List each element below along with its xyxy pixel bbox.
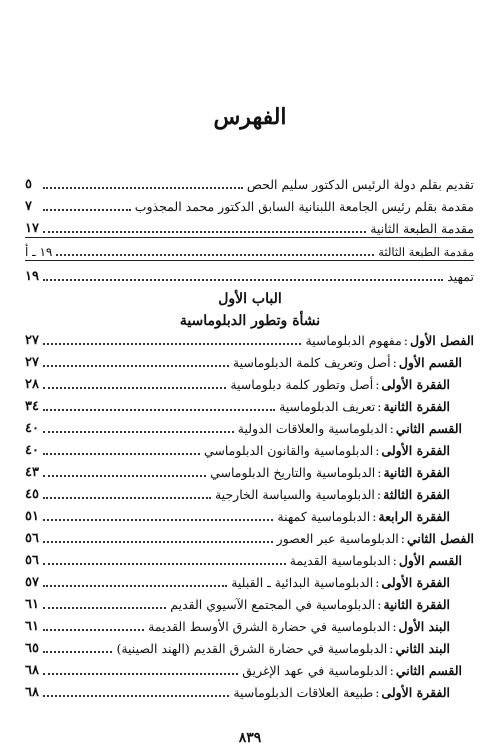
dot-leader xyxy=(43,209,131,211)
toc-entry-row xyxy=(25,525,474,547)
toc-label: القسم الأول:الدبلوماسية القديمة xyxy=(289,553,462,568)
dot-leader xyxy=(56,254,374,256)
toc-entry-row xyxy=(25,591,450,613)
toc-entry-head: الفقرة الثانية xyxy=(383,465,450,480)
dot-leader xyxy=(43,673,238,675)
dot-leader xyxy=(43,343,301,345)
toc-entry-text: الدبلوماسية والسياسة الخارجية xyxy=(214,487,375,502)
toc-entry-row xyxy=(25,371,450,393)
dot-leader xyxy=(43,585,227,587)
toc-label: القسم الثاني:الدبلوماسية في عهد الإغريق xyxy=(242,663,462,678)
toc-entry-head: الفقرة الرابعة xyxy=(378,509,450,524)
toc-entry-head: الفصل الأول xyxy=(410,333,474,348)
toc-label: الفقرة الأولى:أصل وتطور كلمة دبلوماسية xyxy=(230,377,450,392)
toc-entry-row xyxy=(25,349,462,371)
toc-entry-head: الفقرة الأولى xyxy=(381,377,450,392)
toc-entry-row xyxy=(25,393,450,415)
page-number: ٨٣٩ xyxy=(238,730,262,746)
part-subtitle: نشأة وتطور الدبلوماسية xyxy=(179,313,321,329)
toc-entry-head: الفقرة الأولى xyxy=(381,575,450,590)
toc-entry-head: البند الثاني xyxy=(395,641,450,656)
toc-page-number: ٢٨ xyxy=(25,377,39,392)
dot-leader xyxy=(43,695,229,697)
dot-leader xyxy=(43,475,206,477)
toc-page-number: ٦٥ xyxy=(25,641,39,656)
dot-leader xyxy=(43,231,366,233)
toc-page-number: ٢٧ xyxy=(25,355,39,370)
toc-label: الفقرة الأولى:الدبلوماسية البدائية ـ القبلية xyxy=(231,575,450,590)
toc-label: البند الثاني:الدبلوماسية في حضارة الشرق القديم (الهند الصينية) xyxy=(116,641,450,656)
dot-leader xyxy=(43,519,273,521)
toc-page-number: ٥٦ xyxy=(25,553,39,568)
toc-intro-row xyxy=(25,263,474,285)
divider xyxy=(25,260,474,261)
dot-leader xyxy=(43,431,234,433)
toc-entry-text: مفهوم الدبلوماسية xyxy=(305,333,402,348)
toc-page-number: ١٧ xyxy=(25,221,39,236)
toc-entry-head: الفصل الثاني xyxy=(406,531,474,546)
dot-leader xyxy=(43,453,200,455)
toc-entry-row xyxy=(25,481,450,503)
dot-leader xyxy=(43,607,166,609)
toc-label: القسم الأول:أصل وتعريف كلمة الدبلوماسية xyxy=(232,355,462,370)
dot-leader xyxy=(43,387,226,389)
toc-entry-text: أصل وتعريف كلمة الدبلوماسية xyxy=(232,355,391,370)
toc-entry-head: البند الأول xyxy=(398,619,450,634)
toc-entry-row xyxy=(25,415,462,437)
toc-entry-head: القسم الأول xyxy=(398,355,462,370)
toc-label: البند الأول:الدبلوماسية في حضارة الشرق الأوسط القديمة xyxy=(148,619,450,634)
toc-entry-text: الدبلوماسية والتاريخ الدبلوماسي xyxy=(210,465,376,480)
toc-page-number: ٥٧ xyxy=(25,575,39,590)
toc-page-number: ٤٥ xyxy=(25,487,39,502)
toc-entry-text: الدبلوماسية في المجتمع الآسيوي القديم xyxy=(170,597,376,612)
toc-page-number: ٦١ xyxy=(25,619,39,634)
toc-page-number: ٦٨ xyxy=(25,663,39,678)
toc-label: الفقرة الثالثة:الدبلوماسية والسياسة الخارجية xyxy=(214,487,450,502)
toc-entry-text: الدبلوماسية القديمة xyxy=(289,553,391,568)
toc-entry-row xyxy=(25,679,450,701)
toc-entry-text: الدبلوماسية كمهنة xyxy=(277,509,371,524)
toc-label: مقدمة الطبعة الثانية xyxy=(370,221,474,236)
toc-entry-text: الدبلوماسية والقانون الدبلوماسي xyxy=(203,443,374,458)
toc-entry-head: القسم الثاني xyxy=(395,663,462,678)
toc-entry-head: الفقرة الثانية xyxy=(383,399,450,414)
toc-page-number: ٦١ xyxy=(25,597,39,612)
toc-page-number: ٥١ xyxy=(25,509,39,524)
toc-entry-text: الدبلوماسية في عهد الإغريق xyxy=(242,663,388,678)
toc-intro-row xyxy=(25,215,474,237)
toc-label: القسم الثاني:الدبلوماسية والعلاقات الدولية xyxy=(237,421,462,436)
dot-leader xyxy=(43,629,144,631)
toc-entry-text: الدبلوماسية عبر العصور xyxy=(276,531,399,546)
toc-entry-row xyxy=(25,503,450,525)
toc-intro-row xyxy=(25,193,474,215)
toc-entry-row xyxy=(25,635,450,657)
toc-entry-row xyxy=(25,327,474,349)
toc-label: الفقرة الثانية:تعريف الدبلوماسية xyxy=(279,399,450,414)
toc-entry-head: القسم الثاني xyxy=(395,421,462,436)
toc-page-number: ٣٤ xyxy=(25,399,39,414)
page-title: الفهرس xyxy=(213,104,287,130)
dot-leader xyxy=(43,187,243,189)
dot-leader xyxy=(43,651,112,653)
toc-page-number: ٥ xyxy=(25,177,32,192)
toc-page-number: ٦٨ xyxy=(25,685,39,700)
toc-entry-head: الفقرة الثالثة xyxy=(383,487,450,502)
toc-label: الفقرة الثانية:الدبلوماسية في المجتمع الآسيوي القديم xyxy=(170,597,450,612)
toc-label: الفقرة الرابعة:الدبلوماسية كمهنة xyxy=(277,509,450,524)
toc-page-number: ٢٧ xyxy=(25,333,39,348)
toc-page-number: ٧ xyxy=(25,199,32,214)
toc-entry-head: القسم الأول xyxy=(398,553,462,568)
dot-leader xyxy=(43,541,273,543)
toc-page-number: ١٩ xyxy=(25,269,39,284)
toc-entry-row xyxy=(25,547,462,569)
toc-page-number: ٤٠ xyxy=(25,443,39,458)
toc-entry-row xyxy=(25,569,450,591)
dot-leader xyxy=(43,409,275,411)
toc-entry-row xyxy=(25,613,450,635)
part-heading: الباب الأول xyxy=(218,291,282,307)
toc-label: مقدمة الطبعة الثالثة xyxy=(378,245,474,259)
toc-intro-row xyxy=(25,238,474,260)
toc-page-number: ٤٣ xyxy=(25,465,39,480)
toc-page-number: ٥٦ xyxy=(25,531,39,546)
dot-leader xyxy=(43,279,443,281)
dot-leader xyxy=(43,497,211,499)
toc-intro-row xyxy=(25,171,474,193)
toc-label: تمهيد xyxy=(447,269,474,284)
toc-entry-text: الدبلوماسية البدائية ـ القبلية xyxy=(231,575,374,590)
toc-label: تقديم بقلم دولة الرئيس الدكتور سليم الحص xyxy=(246,177,474,192)
toc-page-number: ١٩ ـ أ xyxy=(25,245,53,259)
toc-entry-row xyxy=(25,459,450,481)
toc-entry-head: الفقرة الثانية xyxy=(383,597,450,612)
toc-label: الفقرة الأولى:الدبلوماسية والقانون الدبلوماسي xyxy=(203,443,450,458)
toc-entry-row xyxy=(25,657,462,679)
toc-label: الفقرة الثانية:الدبلوماسية والتاريخ الدبلوماسي xyxy=(210,465,450,480)
toc-label: الفصل الثاني:الدبلوماسية عبر العصور xyxy=(276,531,474,546)
toc-entry-head: الفقرة الأولى xyxy=(381,443,450,458)
dot-leader xyxy=(43,563,286,565)
toc-entry-text: تعريف الدبلوماسية xyxy=(279,399,376,414)
toc-label: الفصل الأول:مفهوم الدبلوماسية xyxy=(305,333,474,348)
toc-page-number: ٤٠ xyxy=(25,421,39,436)
toc-label: مقدمة بقلم رئيس الجامعة اللبنانية السابق الدكتور محمد المجذوب xyxy=(134,199,474,214)
toc-entry-row xyxy=(25,437,450,459)
toc-label: الفقرة الأولى:طبيعة العلاقات الدبلوماسية xyxy=(233,685,450,700)
toc-entry-text: الدبلوماسية في حضارة الشرق القديم (الهند الصينية) xyxy=(116,641,388,656)
toc-entry-head: الفقرة الأولى xyxy=(381,685,450,700)
toc-entry-text: الدبلوماسية في حضارة الشرق الأوسط القديمة xyxy=(148,619,391,634)
toc-entry-text: أصل وتطور كلمة دبلوماسية xyxy=(230,377,374,392)
toc-entry-text: الدبلوماسية والعلاقات الدولية xyxy=(237,421,388,436)
dot-leader xyxy=(43,365,229,367)
toc-entry-text: طبيعة العلاقات الدبلوماسية xyxy=(233,685,374,700)
